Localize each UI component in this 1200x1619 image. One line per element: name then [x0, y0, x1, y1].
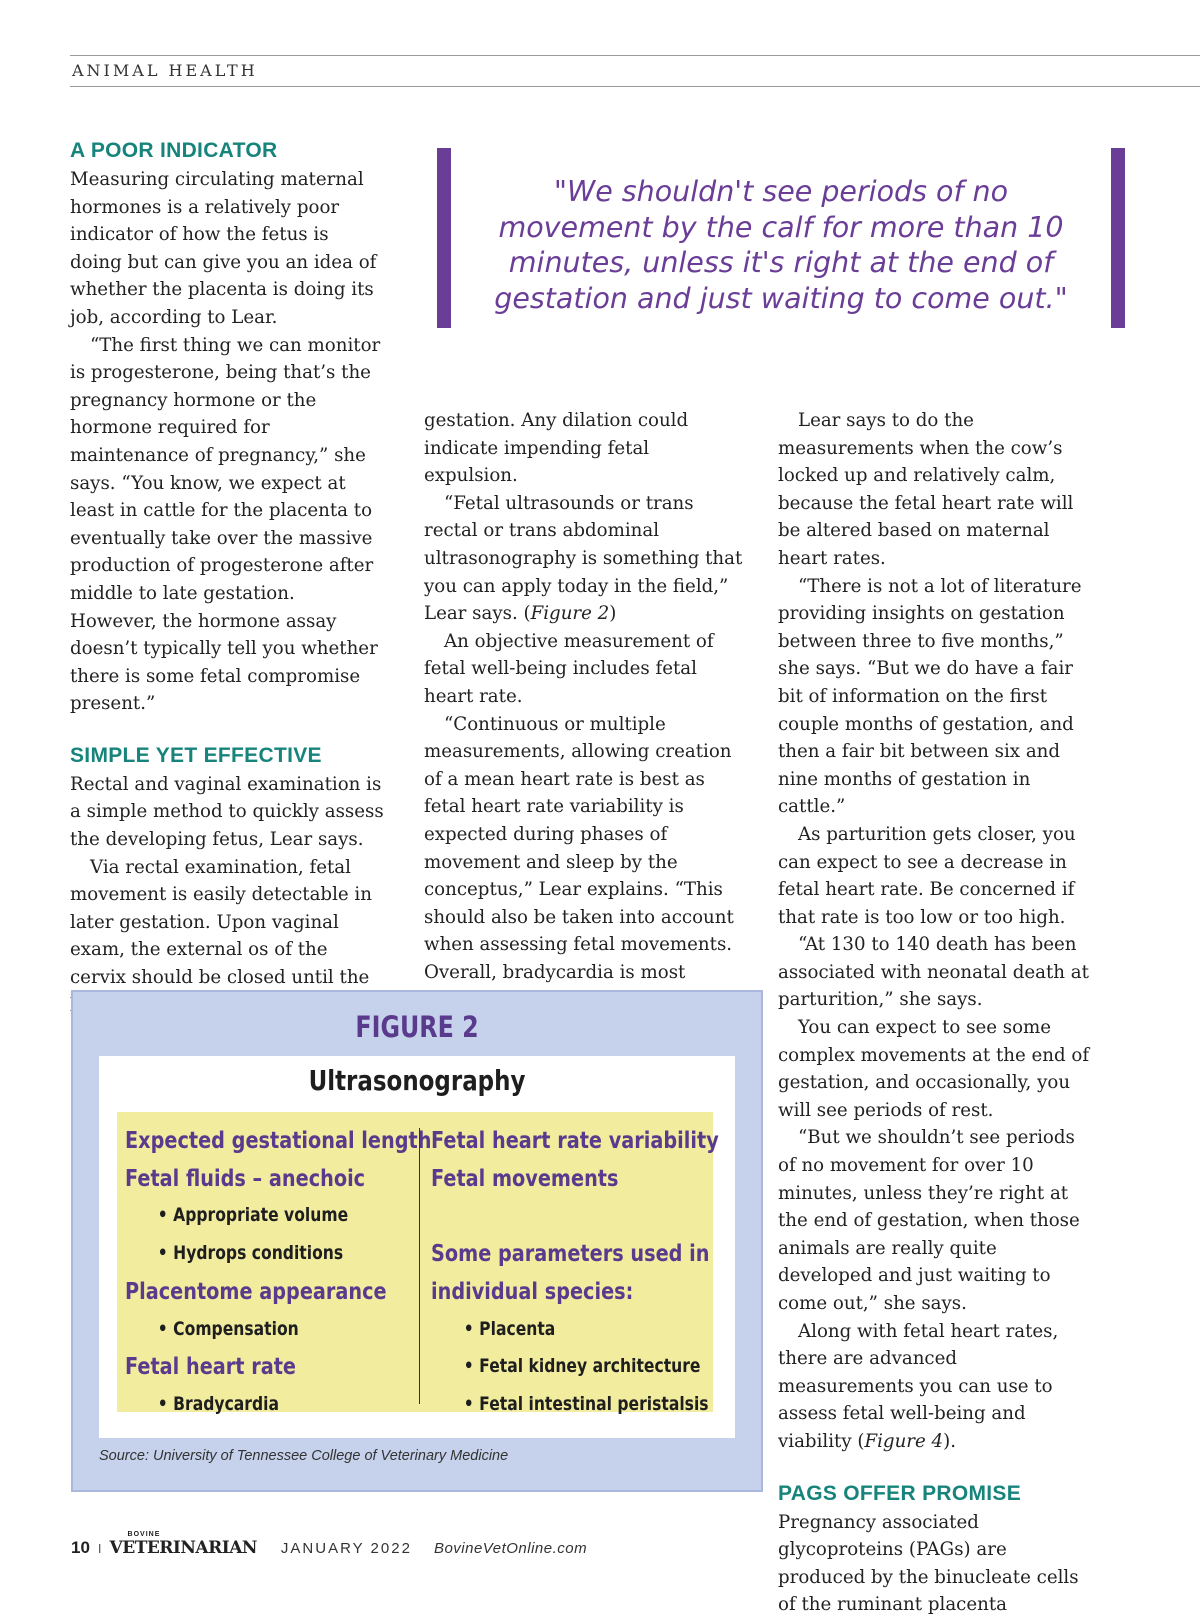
column-2 — [424, 407, 744, 1042]
figure-left-column — [125, 1122, 432, 1424]
figure-panel — [99, 1056, 735, 1438]
column-1 — [70, 137, 386, 1019]
paragraph: “Continuous or multiple measurements, allowing creation of a mean heart rate is best as fetal heart rate variability is expected during phases of movement and sleep by the conceptus,” Lear explains. “This should also be taken into account when assessing fetal movements. Overall, bradycardia is most — [424, 711, 744, 1042]
paragraph: gestation. Any dilation could indicate impending fetal expulsion. — [424, 410, 689, 487]
paragraph: An objective measurement of fetal well-being includes fetal heart rate. — [424, 630, 714, 707]
paragraph: “Fetal ultrasounds or trans rectal or trans abdominal ultrasonography is something that you can apply today in the field,” Lear says. (Figure 2) — [424, 492, 743, 625]
issue-date: JANUARY 2022 — [280, 1540, 412, 1557]
paragraph: You can expect to see some complex movements at the end of gestation, and occasionally, you will see periods of rest. — [778, 1017, 1090, 1121]
figure-item: Some parameters used in — [431, 1239, 710, 1268]
pull-quote — [437, 148, 1125, 328]
footer-separator: I — [97, 1541, 102, 1556]
paragraph: Via rectal examination, fetal movement is easily detectable in later gestation. Upon vaginal exam, the external os of the cervix should be closed until the — [70, 856, 372, 989]
figure-bullet: • Appropriate volume — [157, 1204, 349, 1227]
paragraph: “At 130 to 140 death has been associated with neonatal death at parturition,” she says. — [778, 934, 1089, 1011]
figure-2-box — [71, 990, 763, 1492]
header-rule-top — [70, 55, 1200, 56]
figure-bullet: • Hydrops conditions — [157, 1242, 344, 1265]
figure-item: Fetal heart rate — [125, 1352, 296, 1381]
page-number: 10 — [71, 1538, 90, 1557]
heading-simple-yet-effective: SIMPLE YET EFFECTIVE — [70, 743, 322, 767]
figure-item: Fetal movements — [431, 1163, 619, 1192]
heading-poor-indicator: A POOR INDICATOR — [70, 139, 278, 162]
pull-quote-text: "We shouldn't see periods of no movement by the calf for more than 10 minutes, unless it's right at the end of gestation and just waiting to come out." — [494, 175, 1068, 315]
figure-bullet: • Placenta — [463, 1317, 556, 1340]
figure-2-reference[interactable]: Figure 2 — [530, 603, 610, 625]
figure-title: FIGURE 2 — [355, 1010, 479, 1044]
magazine-logo: BOVINE VETERINARIAN — [109, 1531, 257, 1558]
figure-bullet: • Fetal intestinal peristalsis — [463, 1392, 709, 1415]
figure-item: Expected gestational length — [125, 1126, 432, 1154]
figure-item: Fetal fluids – anechoic — [125, 1163, 366, 1192]
header-rule-bottom — [70, 86, 1200, 87]
figure-bullet: • Fetal kidney architecture — [463, 1355, 701, 1378]
column-3 — [778, 407, 1096, 1619]
paragraph: Pregnancy associated glycoproteins (PAGs) are produced by the binucleate cells of the ruminant placenta — [778, 1511, 1079, 1616]
website-link[interactable]: BovineVetOnline.com — [433, 1540, 588, 1557]
figure-bullet: • Bradycardia — [157, 1392, 280, 1415]
paragraph: Rectal and vaginal examination is a simple method to quickly assess the developing fetus, Lear says. — [70, 773, 384, 851]
paragraph: “There is not a lot of literature providing insights on gestation between three to five months,” she says. “But we do have a fair bit of information on the first couple months of gestation, and then a fair bit between six and nine months of gestation in cattle.” — [778, 575, 1082, 818]
paragraph: Lear says to do the measurements when the cow’s locked up and relatively calm, because the fetal heart rate will be altered based on maternal heart rates. — [778, 410, 1074, 569]
heading-pags-offer-promise: PAGS OFFER PROMISE — [778, 1481, 1022, 1505]
figure-item: individual species: — [431, 1276, 634, 1305]
paragraph: Measuring circulating maternal hormones is a relatively poor indicator of how the fetus is doing but can give you an idea of whether the placenta is doing its job, according to Lear. — [70, 169, 377, 328]
figure-item: Fetal heart rate variability — [431, 1126, 719, 1154]
figure-4-reference[interactable]: Figure 4 — [864, 1430, 944, 1452]
figure-subtitle: Ultrasonography — [308, 1064, 526, 1097]
paragraph: Along with fetal heart rates, there are advanced measurements you can use to assess fetal well-being and viability (Figure 4). — [778, 1320, 1059, 1452]
footer — [71, 1531, 588, 1558]
paragraph: As parturition gets closer, you can expect to see a decrease in fetal heart rate. Be concerned if that rate is too low or too high. — [778, 823, 1076, 928]
figure-item: Placentome appearance — [125, 1276, 387, 1305]
figure-content-box — [117, 1112, 719, 1415]
figure-source: Source: University of Tennessee College of Veterinary Medicine — [99, 1448, 509, 1464]
figure-divider — [419, 1128, 420, 1404]
paragraph: “The first thing we can monitor is progesterone, being that’s the pregnancy hormone or the hormone required for maintenance of pregnancy,” she says. “You know, we expect at least in cattle for the placenta to eventually take over the massive production of progesterone after middle to late gestation. However, the hormone assay doesn’t typically tell you whether there is some fetal compromise present.” — [70, 334, 381, 715]
figure-bullet: • Compensation — [157, 1317, 299, 1340]
figure-right-column — [431, 1122, 721, 1424]
section-label: ANIMAL HEALTH — [72, 61, 258, 80]
paragraph: “But we shouldn’t see periods of no movement for over 10 minutes, unless they’re right at the end of gestation, when those animals are really quite developed and just waiting to come out,” she says. — [778, 1127, 1080, 1314]
